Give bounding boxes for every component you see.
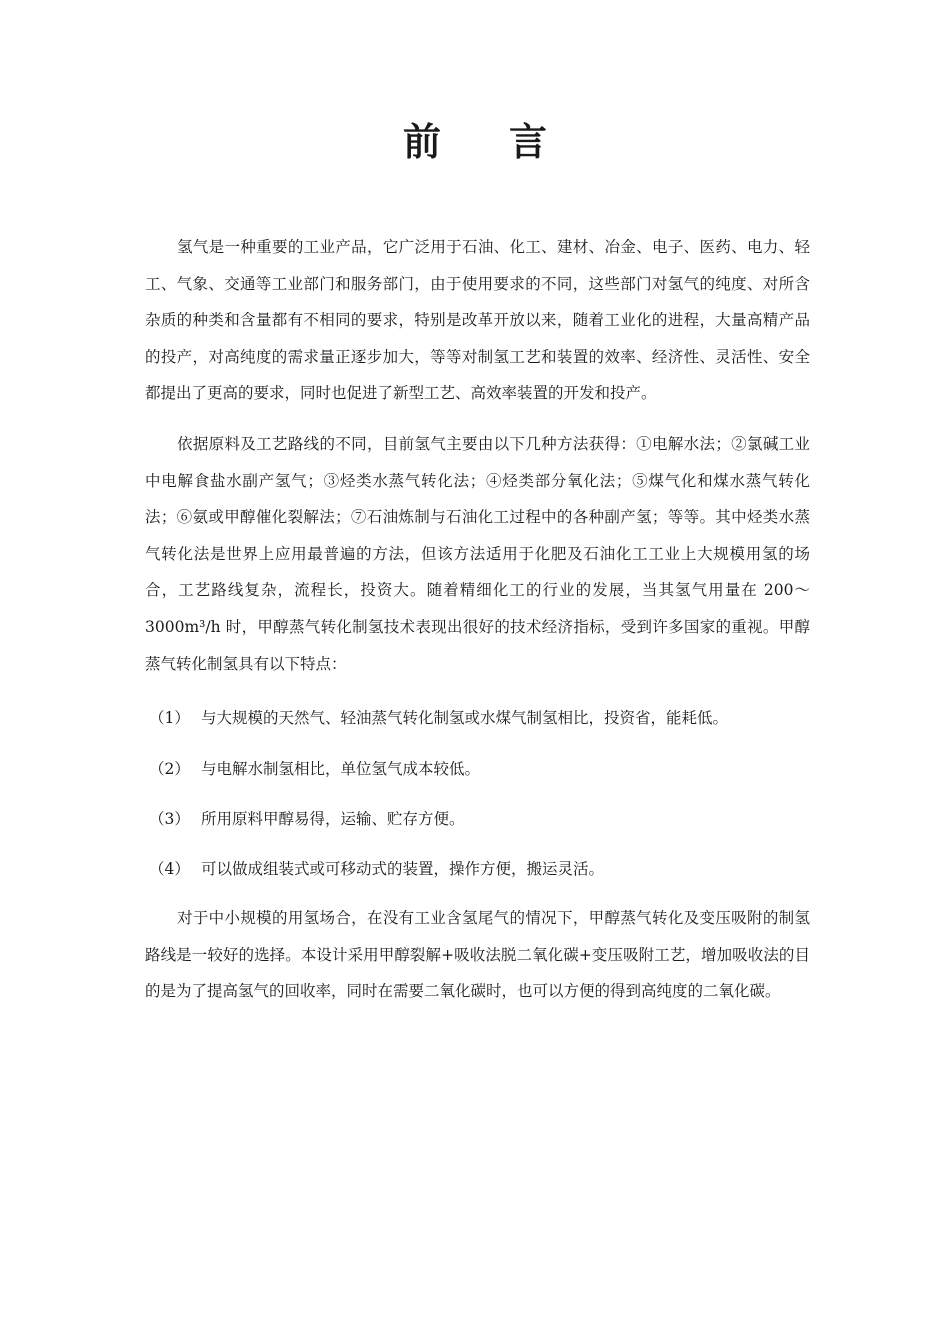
feature-text: 可以做成组装式或可移动式的装置，操作方便，搬运灵活。 [201,860,605,878]
title-char-2: 言 [509,120,548,164]
conclusion-paragraph: 对于中小规模的用氢场合，在没有工业含氢尾气的情况下，甲醇蒸气转化及变压吸附的制氢路线是一较好的选择。本设计采用甲醇裂解+吸收法脱二氧化碳+变压吸附工艺，增加吸收法的目的是为了提高氢气的回收率，同时在需要二氧化碳时，也可以方便的得到高纯度的二氧化碳。 [145,909,810,1001]
feature-item-4 [149,851,809,887]
feature-number: （1） [149,709,190,727]
feature-text: 与电解水制氢相比，单位氢气成本较低。 [201,760,481,778]
title-char-1: 前 [402,120,441,164]
intro-paragraph: 氢气是一种重要的工业产品，它广泛用于石油、化工、建材、冶金、电子、医药、电力、轻工、气象、交通等工业部门和服务部门，由于使用要求的不同，这些部门对氢气的纯度、对所含杂质的种类和含量都有不相同的要求，特别是改革开放以来，随着工业化的进程，大量高精产品的投产，对高纯度的需求量正逐步加大，等等对制氢工艺和装置的效率、经济性、灵活性、安全都提出了更高的要求，同时也促进了新型工艺、高效率装置的开发和投产。 [145,238,810,403]
feature-item-3 [149,801,809,837]
methods-paragraph: 依据原料及工艺路线的不同，目前氢气主要由以下几种方法获得：①电解水法；②氯碱工业中电解食盐水副产氢气；③烃类水蒸气转化法；④烃类部分氧化法；⑤煤气化和煤水蒸气转化法；⑥氨或甲醇催化裂解法；⑦石油炼制与石油化工过程中的各种副产氢；等等。其中烃类水蒸气转化法是世界上应用最普遍的方法，但该方法适用于化肥及石油化工工业上大规模用氢的场合，工艺路线复杂，流程长，投资大。随着精细化工的行业的发展，当其氢气用量在 200～3000m³/h 时，甲醇蒸气转化制氢技术表现出很好的技术经济指标，受到许多国家的重视。甲醇蒸气转化制氢具有以下特点： [145,435,810,673]
feature-item-1 [149,700,809,736]
feature-item-2 [149,751,809,787]
feature-text: 与大规模的天然气、轻油蒸气转化制氢或水煤气制氢相比，投资省，能耗低。 [201,709,729,727]
feature-number: （4） [149,860,190,878]
feature-text: 所用原料甲醇易得，运输、贮存方便。 [201,810,465,828]
feature-number: （3） [149,810,190,828]
page-title [0,112,950,172]
feature-number: （2） [149,760,190,778]
